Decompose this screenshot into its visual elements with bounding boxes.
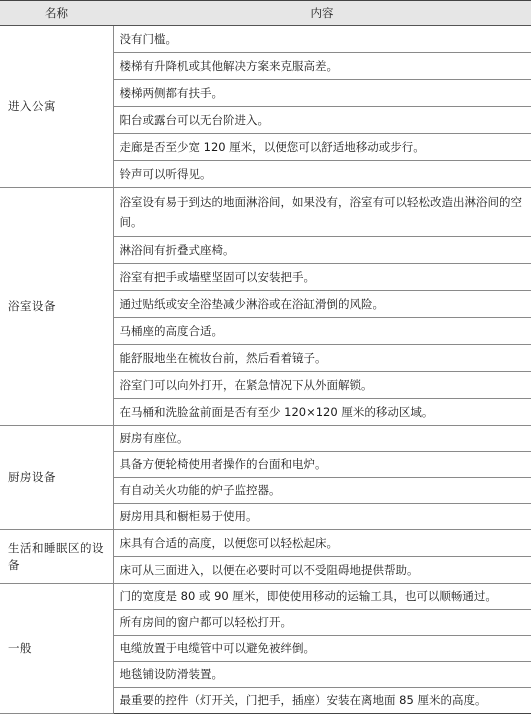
header-name: 名称	[0, 1, 113, 26]
category-cell: 浴室设备	[0, 188, 113, 426]
item-cell: 门的宽度是 80 或 90 厘米，即使使用移动的运输工具，也可以顺畅通过。	[113, 584, 531, 610]
item-cell: 厨房有座位。	[113, 426, 531, 452]
item-cell: 能舒服地坐在梳妆台前，然后看着镜子。	[113, 345, 531, 372]
category-cell: 一般	[0, 584, 113, 714]
item-cell: 铃声可以听得见。	[113, 161, 531, 188]
item-cell: 马桶座的高度合适。	[113, 318, 531, 345]
item-cell: 通过贴纸或安全浴垫减少淋浴或在浴缸滑倒的风险。	[113, 291, 531, 318]
item-cell: 电缆放置于电缆管中可以避免被绊倒。	[113, 636, 531, 662]
item-cell: 在马桶和洗脸盆前面是否有至少 120×120 厘米的移动区域。	[113, 399, 531, 426]
item-cell: 厨房用具和橱柜易于使用。	[113, 504, 531, 530]
category-cell: 厨房设备	[0, 426, 113, 530]
header-row	[0, 1, 531, 26]
item-cell: 有自动关火功能的炉子监控器。	[113, 478, 531, 504]
item-cell: 地毯铺设防滑装置。	[113, 662, 531, 688]
item-cell: 淋浴间有折叠式座椅。	[113, 237, 531, 264]
category-cell: 生活和睡眠区的设备	[0, 530, 113, 584]
table-row	[0, 26, 531, 53]
table-row	[0, 530, 531, 557]
item-cell: 所有房间的窗户都可以轻松打开。	[113, 610, 531, 636]
item-cell: 浴室有把手或墙壁坚固可以安装把手。	[113, 264, 531, 291]
table-row	[0, 188, 531, 237]
table-row	[0, 426, 531, 452]
header-content: 内容	[113, 1, 531, 26]
item-cell: 没有门槛。	[113, 26, 531, 53]
item-cell: 阳台或露台可以无台阶进入。	[113, 107, 531, 134]
item-cell: 走廊是否至少宽 120 厘米，以便您可以舒适地移动或步行。	[113, 134, 531, 161]
item-cell: 最重要的控件（灯开关，门把手，插座）安装在离地面 85 厘米的高度。	[113, 688, 531, 714]
item-cell: 床可从三面进入，以便在必要时可以不受阻碍地提供帮助。	[113, 557, 531, 584]
item-cell: 具备方便轮椅使用者操作的台面和电炉。	[113, 452, 531, 478]
category-cell: 进入公寓	[0, 26, 113, 188]
item-cell: 楼梯有升降机或其他解决方案来克服高差。	[113, 53, 531, 80]
item-cell: 楼梯两侧都有扶手。	[113, 80, 531, 107]
item-cell: 浴室门可以向外打开，在紧急情况下从外面解锁。	[113, 372, 531, 399]
table-body	[0, 26, 531, 714]
table-row	[0, 584, 531, 610]
item-cell: 浴室设有易于到达的地面淋浴间，如果没有，浴室有可以轻松改造出淋浴间的空间。	[113, 188, 531, 237]
item-cell: 床具有合适的高度，以便您可以轻松起床。	[113, 530, 531, 557]
